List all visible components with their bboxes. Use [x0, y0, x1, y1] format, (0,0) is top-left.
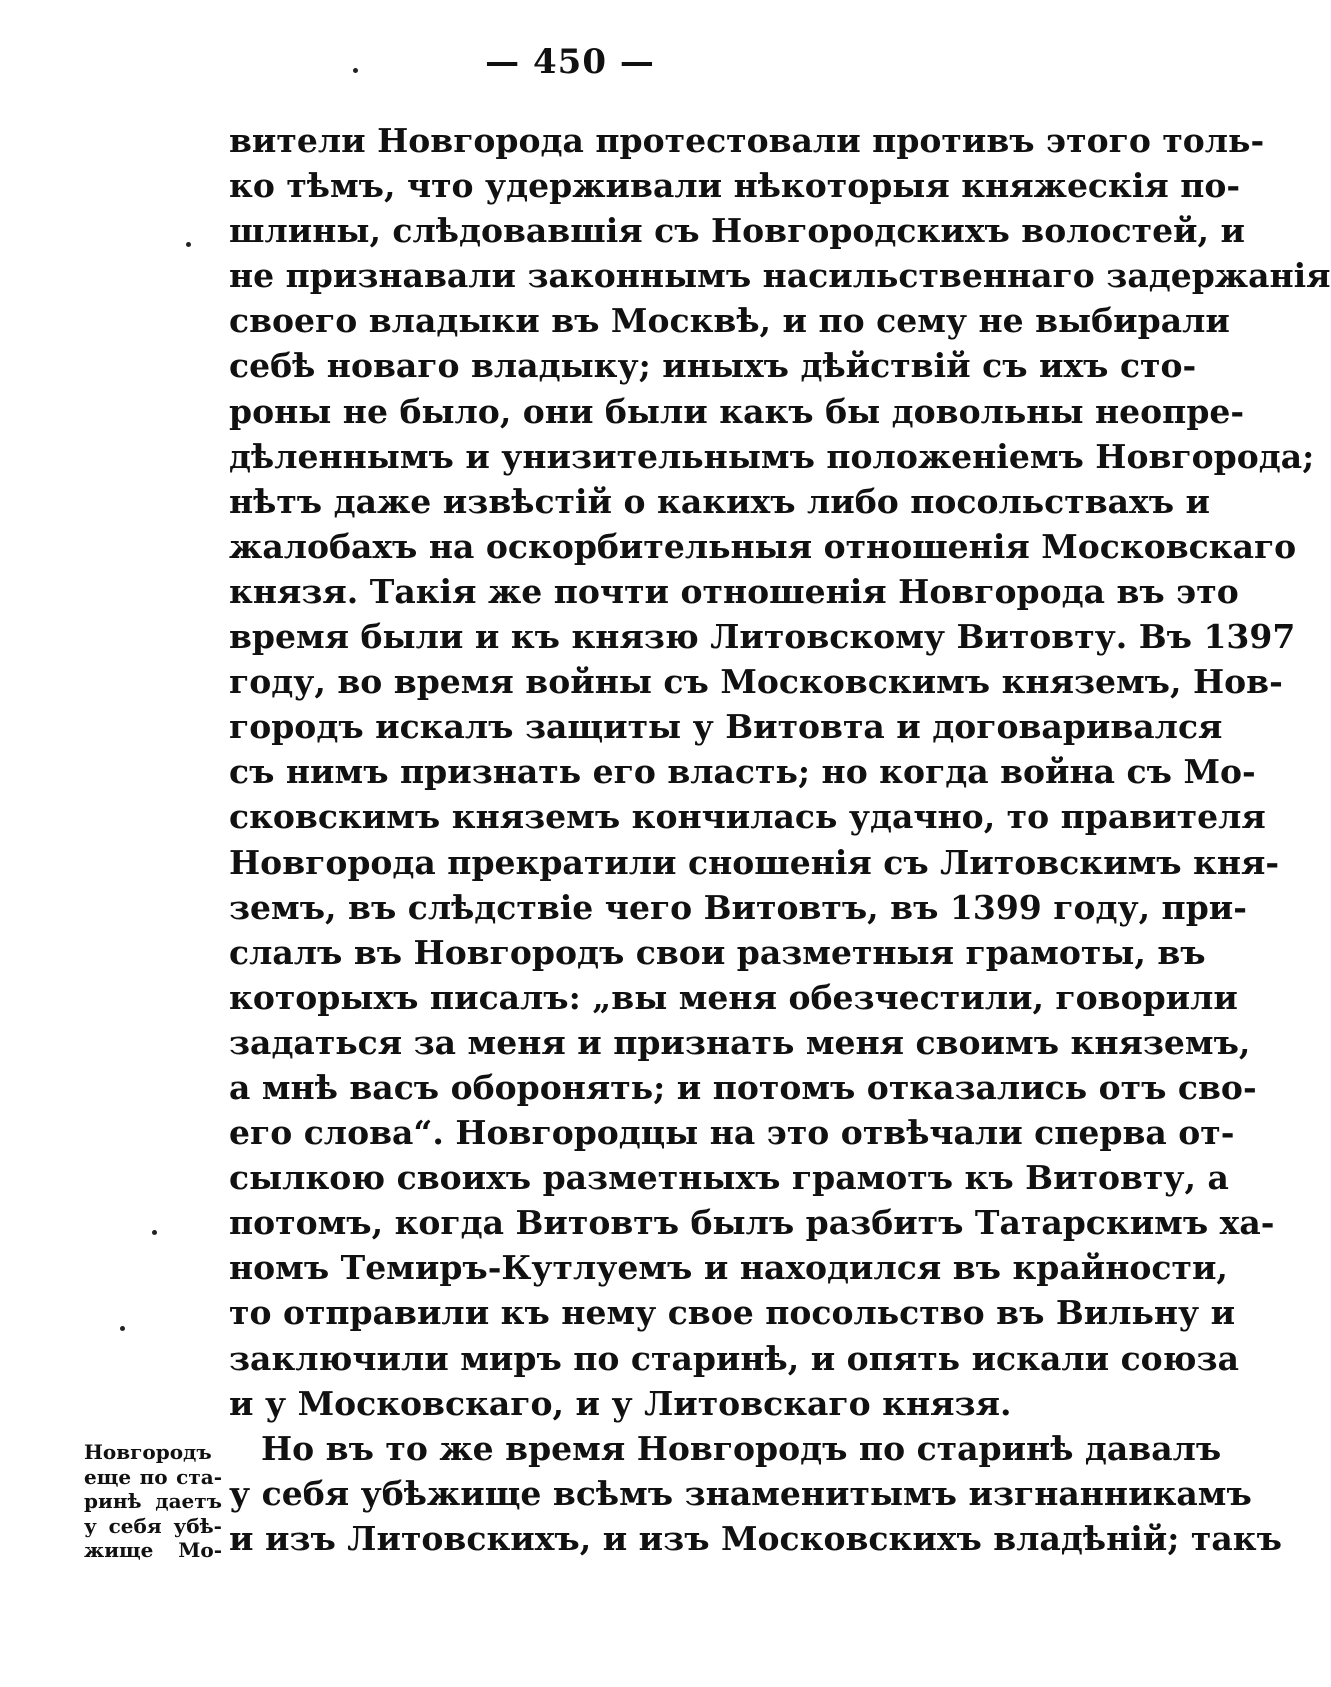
text-line: задаться за меня и признать меня своимъ княземъ, — [229, 1022, 1251, 1062]
text-line: дѣленнымъ и унизительнымъ положеніемъ Новгорода; — [229, 436, 1315, 476]
text-line: году, во время войны съ Московскимъ княземъ, Нов- — [229, 662, 1283, 702]
text-line: сылкою своихъ разметныхъ грамотъ къ Витовту, а — [229, 1158, 1229, 1198]
print-speck — [152, 1230, 157, 1235]
text-line: городъ искалъ защиты у Витовта и договаривался — [229, 707, 1223, 747]
margin-note — [84, 1440, 222, 1563]
text-line: слалъ въ Новгородъ свои разметныя грамоты, въ — [229, 932, 1206, 972]
text-line: а мнѣ васъ оборонять; и потомъ отказались отъ сво- — [229, 1067, 1257, 1107]
page-number: — 450 — — [485, 42, 655, 82]
text-line: нѣтъ даже извѣстій о какихъ либо посольствахъ и — [229, 481, 1210, 521]
text-line: и у Московскаго, и у Литовскаго князя. — [229, 1383, 1012, 1423]
text-line: потомъ, когда Витовтъ былъ разбитъ Татарскимъ ха- — [229, 1203, 1275, 1243]
text-line: ко тѣмъ, что удерживали нѣкоторыя княжескія по- — [229, 166, 1241, 206]
text-line: жалобахъ на оскорбительныя отношенія Московскаго — [229, 526, 1297, 566]
text-line: вители Новгорода протестовали противъ этого толь- — [229, 121, 1265, 160]
text-line: его слова“. Новгородцы на это отвѣчали сперва от- — [229, 1113, 1235, 1153]
text-line: земъ, въ слѣдствіе чего Витовтъ, въ 1399 году, при- — [229, 887, 1247, 927]
text-line: шлины, слѣдовавшія съ Новгородскихъ волостей, и — [229, 211, 1245, 251]
text-line: номъ Темиръ-Кутлуемъ и находился въ крайности, — [229, 1248, 1228, 1288]
text-line: и изъ Литовскихъ, и изъ Московскихъ владѣній; такъ — [229, 1518, 1282, 1558]
margin-note-line: ринѣ даетъ — [84, 1489, 222, 1513]
text-line: Но въ то же время Новгородъ по старинѣ давалъ — [261, 1428, 1222, 1468]
print-speck — [353, 68, 358, 73]
text-line: съ нимъ признать его власть; но когда война съ Мо- — [229, 752, 1256, 792]
text-line: князя. Такія же почти отношенія Новгорода въ это — [229, 571, 1239, 611]
text-line: у себя убѣжище всѣмъ знаменитымъ изгнанникамъ — [229, 1473, 1252, 1513]
print-speck — [186, 242, 191, 247]
text-line: которыхъ писалъ: „вы меня обезчестили, говорили — [229, 977, 1238, 1017]
text-line: Новгорода прекратили сношенія съ Литовскимъ кня- — [229, 842, 1280, 882]
body-text — [229, 118, 1331, 1561]
text-line: роны не было, они были какъ бы довольны неопре- — [229, 391, 1245, 431]
text-line: сковскимъ княземъ кончилась удачно, то правителя — [229, 797, 1266, 837]
print-speck — [120, 1326, 125, 1331]
margin-note-line: Новгородъ — [84, 1440, 212, 1464]
margin-note-line: жище Мо- — [84, 1538, 222, 1562]
text-line: не признавали законнымъ насильственнаго задержанія — [229, 256, 1331, 296]
margin-note-line: еще по ста- — [84, 1464, 222, 1489]
text-line: время были и къ князю Литовскому Витовту. Въ 1397 — [229, 617, 1296, 657]
text-line: себѣ новаго владыку; иныхъ дѣйствій съ ихъ сто- — [229, 346, 1197, 386]
text-line: своего владыки въ Москвѣ, и по сему не выбирали — [229, 301, 1230, 341]
margin-note-line: у себя убѣ- — [84, 1513, 222, 1538]
text-line: заключили миръ по старинѣ, и опять искали союза — [229, 1338, 1239, 1378]
text-line: то отправили къ нему свое посольство въ Вильну и — [229, 1293, 1236, 1333]
